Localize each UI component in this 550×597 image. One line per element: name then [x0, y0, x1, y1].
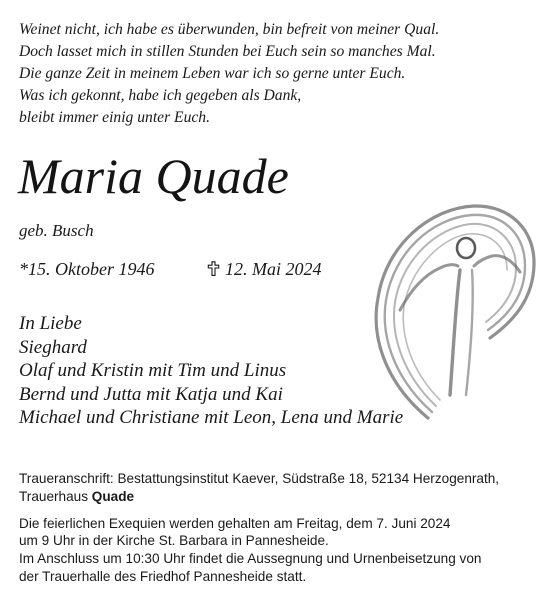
maiden-name: geb. Busch	[19, 221, 94, 240]
poem	[19, 19, 489, 129]
poem-line: Die ganze Zeit in meinem Leben war ich so gerne unter Euch.	[19, 65, 406, 83]
mourners-list	[19, 312, 403, 430]
risen-figure-icon	[370, 190, 540, 420]
spacer	[19, 506, 539, 515]
birth-star-symbol: *	[19, 259, 28, 279]
mourning-house-label: Trauerhaus	[19, 488, 92, 504]
mourning-house	[19, 488, 539, 506]
mourner-line: Bernd und Jutta mit Katja und Kai	[19, 383, 283, 405]
service-line: um 9 Uhr in der Kirche St. Barbara in Pannesheide.	[19, 533, 329, 549]
footer-info	[19, 470, 539, 586]
mourner-line: Sieghard	[19, 336, 87, 358]
service-line: der Trauerhalle des Friedhof Pannesheide statt.	[19, 568, 307, 584]
mourner-line: Olaf und Kristin mit Tim und Linus	[19, 360, 287, 382]
funeral-home-address: Traueranschrift: Bestattungsinstitut Kaever, Südstraße 18, 52134 Herzogenrath,	[19, 471, 500, 486]
birth-date: 15. Oktober 1946	[28, 259, 155, 279]
death-date: 12. Mai 2024	[225, 259, 322, 279]
poem-line: Was ich gekonnt, habe ich gegeben als Dank,	[19, 87, 302, 105]
latin-cross-icon	[207, 261, 220, 276]
mourner-line: In Liebe	[19, 313, 82, 334]
poem-line: bleibt immer einig unter Euch.	[19, 109, 210, 127]
death-date-group	[207, 256, 322, 282]
mourner-line: Michael und Christiane mit Leon, Lena und Marie	[19, 407, 404, 429]
mourning-house-name: Quade	[91, 488, 135, 504]
service-line: Im Anschluss um 10:30 Uhr findet die Aussegnung und Urnenbeisetzung von	[19, 551, 482, 567]
service-line: Die feierlichen Exequien werden gehalten am Freitag, dem 7. Juni 2024	[19, 515, 451, 531]
deceased-name: Maria Quade	[18, 148, 289, 204]
birth-date-group	[19, 256, 154, 282]
poem-line: Weinet nicht, ich habe es überwunden, bin befreit von meiner Qual.	[19, 21, 440, 38]
poem-line: Doch lasset mich in stillen Stunden bei Euch sein so manches Mal.	[19, 43, 436, 61]
